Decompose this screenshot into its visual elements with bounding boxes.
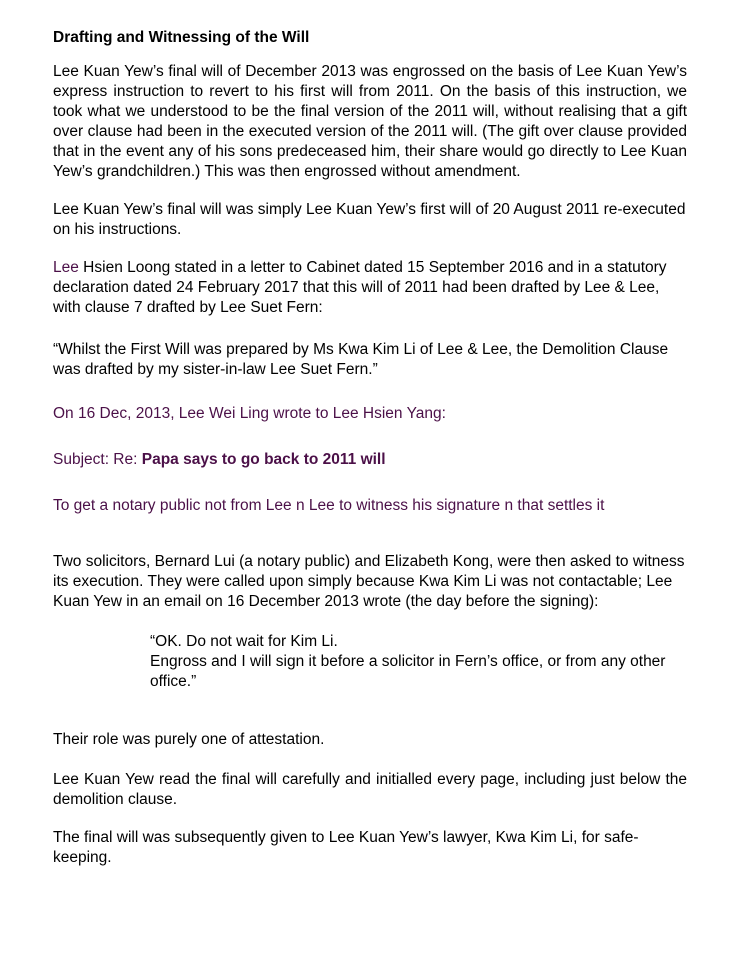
paragraph-initialled: Lee Kuan Yew read the final will carefully and initialled every page, including just below the demolition clause.	[53, 771, 687, 808]
email-subject-label: Subject: Re:	[53, 451, 142, 468]
paragraph-safe-keeping: The final will was subsequently given to Lee Kuan Yew’s lawyer, Kwa Kim Li, for safe-keeping.	[53, 829, 639, 866]
quote-email-line-2: Engross and I will sign it before a solicitor in Fern’s office, or from any other office.”	[150, 653, 666, 690]
quote-statutory-declaration: “Whilst the First Will was prepared by Ms Kwa Kim Li of Lee & Lee, the Demolition Clause was drafted by my sister-in-law Lee Suet Fern.”	[53, 341, 669, 378]
document-page	[53, 28, 687, 868]
paragraph-final-will-basis: Lee Kuan Yew’s final will of December 2013 was engrossed on the basis of Lee Kuan Yew’s express instruction to revert to his first will from 2011. On the basis of this instruction, we took what we understood to be the final version of the 2011 will, without realising that a gift over clause had been in the executed version of the 2011 will. (The gift over clause provided that in the event any of his sons predeceased him, their share would go directly to Lee Kuan Yew’s grandchildren.) This was then engrossed without amendment.	[53, 63, 687, 180]
paragraph-solicitors: Two solicitors, Bernard Lui (a notary public) and Elizabeth Kong, were then asked to witness its execution. They were called upon simply because Kwa Kim Li was not contactable; Lee Kuan Yew in an email on 16 December 2013 wrote (the day before the signing):	[53, 553, 685, 610]
paragraph-cabinet-letter-text: Hsien Loong stated in a letter to Cabinet dated 15 September 2016 and in a statutory declaration dated 24 February 2017 that this will of 2011 had been drafted by Lee & Lee, with clause 7 drafted by Lee Suet Fern:	[53, 259, 667, 316]
email-intro: On 16 Dec, 2013, Lee Wei Ling wrote to Lee Hsien Yang:	[53, 405, 446, 422]
paragraph-attestation: Their role was purely one of attestation.	[53, 731, 325, 748]
quote-email-line-1: “OK. Do not wait for Kim Li.	[150, 633, 338, 650]
section-heading: Drafting and Witnessing of the Will	[53, 29, 310, 46]
paragraph-lead-word: Lee	[53, 259, 79, 276]
email-subject-line	[53, 450, 687, 470]
paragraph-cabinet-letter	[53, 258, 687, 318]
email-body: To get a notary public not from Lee n Lee to witness his signature n that settles it	[53, 497, 605, 514]
quote-email	[150, 632, 687, 692]
email-subject: Papa says to go back to 2011 will	[141, 451, 386, 468]
paragraph-first-will: Lee Kuan Yew’s final will was simply Lee Kuan Yew’s first will of 20 August 2011 re-executed on his instructions.	[53, 201, 686, 238]
